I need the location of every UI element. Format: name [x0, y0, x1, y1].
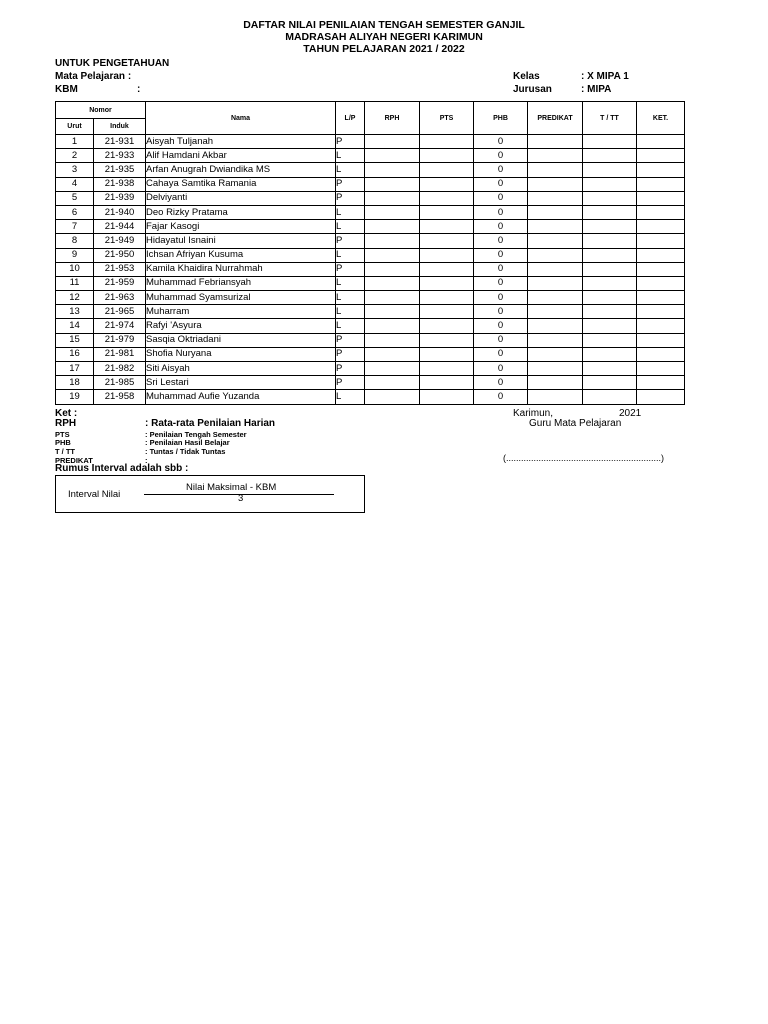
cell-lp: P: [336, 262, 365, 276]
cell-ttt: [583, 333, 637, 347]
cell-predikat: [528, 291, 583, 305]
cell-ket: [637, 248, 685, 262]
cell-nama: Cahaya Samtika Ramania: [146, 177, 336, 191]
cell-lp: P: [336, 347, 365, 361]
cell-rph: [365, 149, 420, 163]
cell-nama: Ichsan Afriyan Kusuma: [146, 248, 336, 262]
table-row: [56, 305, 685, 319]
cell-pts: [420, 291, 474, 305]
ket-pts-key: PTS: [55, 430, 70, 439]
cell-rph: [365, 319, 420, 333]
cell-urut: 9: [56, 248, 94, 262]
cell-urut: 16: [56, 347, 94, 361]
cell-ttt: [583, 248, 637, 262]
interval-label: Interval Nilai: [68, 489, 121, 500]
cell-ket: [637, 163, 685, 177]
table-row: [56, 319, 685, 333]
cell-ket: [637, 376, 685, 390]
cell-lp: L: [336, 163, 365, 177]
cell-lp: P: [336, 333, 365, 347]
cell-ttt: [583, 347, 637, 361]
cell-induk: 21-944: [94, 220, 146, 234]
cell-pts: [420, 347, 474, 361]
ket-rumus: Rumus Interval adalah sbb :: [55, 463, 189, 474]
cell-induk: 21-931: [94, 135, 146, 149]
cell-lp: P: [336, 376, 365, 390]
ket-pts-val: : Penilaian Tengah Semester: [145, 430, 247, 439]
cell-pts: [420, 220, 474, 234]
cell-induk: 21-959: [94, 276, 146, 290]
header-induk: Induk: [94, 119, 146, 135]
header-lp: L/P: [336, 102, 365, 135]
cell-ttt: [583, 163, 637, 177]
cell-nama: Rafyi 'Asyura: [146, 319, 336, 333]
header-nomor: Nomor: [56, 102, 146, 119]
cell-induk: 21-982: [94, 362, 146, 376]
cell-lp: L: [336, 291, 365, 305]
header-ttt: T / TT: [583, 102, 637, 135]
table-row: [56, 347, 685, 361]
cell-urut: 12: [56, 291, 94, 305]
cell-phb: 0: [474, 291, 528, 305]
cell-induk: 21-940: [94, 205, 146, 219]
mapel-label: Mata Pelajaran :: [55, 71, 132, 82]
jurusan-label: Jurusan: [513, 84, 552, 95]
cell-ttt: [583, 191, 637, 205]
cell-induk: 21-958: [94, 390, 146, 404]
cell-induk: 21-985: [94, 376, 146, 390]
cell-urut: 14: [56, 319, 94, 333]
cell-rph: [365, 376, 420, 390]
cell-predikat: [528, 248, 583, 262]
ket-phb-key: PHB: [55, 438, 71, 447]
table-row: [56, 333, 685, 347]
table-row: [56, 163, 685, 177]
cell-rph: [365, 220, 420, 234]
cell-urut: 15: [56, 333, 94, 347]
cell-ttt: [583, 262, 637, 276]
table-row: [56, 205, 685, 219]
cell-ket: [637, 220, 685, 234]
doc-title-line1: DAFTAR NILAI PENILAIAN TENGAH SEMESTER GANJIL: [243, 19, 525, 31]
cell-ttt: [583, 319, 637, 333]
header-rph: RPH: [365, 102, 420, 135]
cell-lp: L: [336, 149, 365, 163]
cell-phb: 0: [474, 220, 528, 234]
cell-induk: 21-939: [94, 191, 146, 205]
cell-phb: 0: [474, 319, 528, 333]
grades-table: [55, 101, 685, 405]
table-row: [56, 376, 685, 390]
cell-ket: [637, 177, 685, 191]
grades-body: [56, 135, 685, 405]
cell-pts: [420, 191, 474, 205]
cell-urut: 11: [56, 276, 94, 290]
cell-ket: [637, 149, 685, 163]
cell-predikat: [528, 135, 583, 149]
cell-lp: L: [336, 390, 365, 404]
cell-urut: 3: [56, 163, 94, 177]
cell-ttt: [583, 276, 637, 290]
cell-induk: 21-963: [94, 291, 146, 305]
cell-nama: Muhammad Febriansyah: [146, 276, 336, 290]
cell-induk: 21-938: [94, 177, 146, 191]
table-row: [56, 149, 685, 163]
cell-nama: Shofia Nuryana: [146, 347, 336, 361]
cell-ket: [637, 262, 685, 276]
sign-year: 2021: [619, 408, 642, 419]
cell-rph: [365, 333, 420, 347]
cell-induk: 21-935: [94, 163, 146, 177]
cell-urut: 1: [56, 135, 94, 149]
cell-predikat: [528, 149, 583, 163]
cell-lp: P: [336, 177, 365, 191]
table-row: [56, 135, 685, 149]
kbm-colon: :: [137, 84, 141, 95]
jurusan-value: : MIPA: [581, 84, 612, 95]
sign-role: Guru Mata Pelajaran: [529, 418, 622, 429]
cell-predikat: [528, 262, 583, 276]
cell-phb: 0: [474, 376, 528, 390]
cell-rph: [365, 177, 420, 191]
cell-phb: 0: [474, 149, 528, 163]
cell-predikat: [528, 362, 583, 376]
ket-ttt-val: : Tuntas / Tidak Tuntas: [145, 447, 226, 456]
cell-nama: Fajar Kasogi: [146, 220, 336, 234]
ket-ttt-key: T / TT: [55, 447, 75, 456]
cell-phb: 0: [474, 234, 528, 248]
cell-lp: L: [336, 305, 365, 319]
cell-pts: [420, 319, 474, 333]
cell-predikat: [528, 305, 583, 319]
cell-phb: 0: [474, 262, 528, 276]
cell-urut: 5: [56, 191, 94, 205]
doc-title-line3: TAHUN PELAJARAN 2021 / 2022: [303, 43, 465, 55]
cell-rph: [365, 291, 420, 305]
cell-lp: P: [336, 234, 365, 248]
cell-ttt: [583, 234, 637, 248]
kelas-value: : X MIPA 1: [581, 71, 629, 82]
doc-title-line2: MADRASAH ALIYAH NEGERI KARIMUN: [285, 31, 483, 43]
ket-rph-val: : Rata-rata Penilaian Harian: [145, 418, 276, 429]
cell-predikat: [528, 276, 583, 290]
cell-urut: 8: [56, 234, 94, 248]
cell-ttt: [583, 135, 637, 149]
cell-phb: 0: [474, 205, 528, 219]
formula-denominator: 3: [238, 493, 244, 504]
cell-pts: [420, 305, 474, 319]
cell-pts: [420, 234, 474, 248]
cell-predikat: [528, 220, 583, 234]
cell-nama: Muhammad Syamsurizal: [146, 291, 336, 305]
table-row: [56, 276, 685, 290]
untuk-label: UNTUK PENGETAHUAN: [55, 58, 170, 69]
cell-pts: [420, 149, 474, 163]
cell-ket: [637, 234, 685, 248]
header-urut: Urut: [56, 119, 94, 135]
ket-rph-key: RPH: [55, 418, 77, 429]
cell-pts: [420, 362, 474, 376]
cell-rph: [365, 305, 420, 319]
cell-rph: [365, 362, 420, 376]
table-row: [56, 248, 685, 262]
cell-ket: [637, 135, 685, 149]
cell-lp: L: [336, 319, 365, 333]
table-row: [56, 262, 685, 276]
cell-pts: [420, 248, 474, 262]
cell-ket: [637, 291, 685, 305]
cell-ket: [637, 362, 685, 376]
table-row: [56, 362, 685, 376]
cell-lp: P: [336, 191, 365, 205]
cell-induk: 21-965: [94, 305, 146, 319]
cell-rph: [365, 248, 420, 262]
cell-lp: L: [336, 220, 365, 234]
cell-induk: 21-974: [94, 319, 146, 333]
cell-ket: [637, 305, 685, 319]
cell-induk: 21-979: [94, 333, 146, 347]
table-row: [56, 390, 685, 404]
cell-lp: L: [336, 205, 365, 219]
table-row: [56, 220, 685, 234]
cell-nama: Aisyah Tuljanah: [146, 135, 336, 149]
cell-pts: [420, 390, 474, 404]
ket-phb-val: : Penilaian Hasil Belajar: [145, 438, 230, 447]
cell-pts: [420, 205, 474, 219]
cell-phb: 0: [474, 305, 528, 319]
interval-formula-box: [55, 475, 365, 513]
cell-induk: 21-953: [94, 262, 146, 276]
table-row: [56, 177, 685, 191]
cell-rph: [365, 163, 420, 177]
cell-urut: 19: [56, 390, 94, 404]
cell-induk: 21-950: [94, 248, 146, 262]
cell-ket: [637, 347, 685, 361]
cell-nama: Arfan Anugrah Dwiandika MS: [146, 163, 336, 177]
cell-pts: [420, 177, 474, 191]
cell-ket: [637, 390, 685, 404]
cell-phb: 0: [474, 276, 528, 290]
cell-phb: 0: [474, 362, 528, 376]
cell-urut: 7: [56, 220, 94, 234]
cell-ttt: [583, 362, 637, 376]
cell-predikat: [528, 177, 583, 191]
cell-induk: 21-933: [94, 149, 146, 163]
cell-pts: [420, 333, 474, 347]
cell-phb: 0: [474, 135, 528, 149]
cell-ket: [637, 191, 685, 205]
header-ket: KET.: [637, 102, 685, 135]
cell-urut: 6: [56, 205, 94, 219]
cell-pts: [420, 163, 474, 177]
cell-predikat: [528, 319, 583, 333]
cell-urut: 18: [56, 376, 94, 390]
header-nama: Nama: [146, 102, 336, 135]
table-row: [56, 234, 685, 248]
cell-lp: L: [336, 248, 365, 262]
cell-phb: 0: [474, 191, 528, 205]
cell-ttt: [583, 305, 637, 319]
cell-lp: L: [336, 276, 365, 290]
cell-ket: [637, 333, 685, 347]
ket-title: Ket :: [55, 408, 78, 419]
header-predikat: PREDIKAT: [528, 102, 583, 135]
cell-rph: [365, 234, 420, 248]
cell-urut: 13: [56, 305, 94, 319]
cell-nama: Kamila Khaidira Nurrahmah: [146, 262, 336, 276]
cell-ttt: [583, 390, 637, 404]
cell-nama: Deo Rizky Pratama: [146, 205, 336, 219]
cell-pts: [420, 376, 474, 390]
cell-phb: 0: [474, 390, 528, 404]
cell-ttt: [583, 177, 637, 191]
cell-nama: Delviyanti: [146, 191, 336, 205]
cell-predikat: [528, 163, 583, 177]
cell-nama: Sasqia Oktriadani: [146, 333, 336, 347]
cell-phb: 0: [474, 248, 528, 262]
cell-ttt: [583, 205, 637, 219]
cell-nama: Hidayatul Isnaini: [146, 234, 336, 248]
cell-predikat: [528, 390, 583, 404]
ket-predikat-key: PREDIKAT: [55, 456, 93, 465]
cell-rph: [365, 135, 420, 149]
cell-phb: 0: [474, 177, 528, 191]
sign-name-placeholder: (..............................................................): [503, 453, 665, 463]
header-phb: PHB: [474, 102, 528, 135]
ket-predikat-val: :: [145, 456, 148, 465]
kelas-label: Kelas: [513, 71, 540, 82]
cell-rph: [365, 347, 420, 361]
cell-rph: [365, 390, 420, 404]
cell-nama: Siti Aisyah: [146, 362, 336, 376]
cell-pts: [420, 276, 474, 290]
cell-predikat: [528, 333, 583, 347]
cell-predikat: [528, 234, 583, 248]
sign-place: Karimun,: [513, 408, 554, 419]
cell-rph: [365, 205, 420, 219]
cell-induk: 21-949: [94, 234, 146, 248]
cell-nama: Muhammad Aufie Yuzanda: [146, 390, 336, 404]
formula-numerator: Nilai Maksimal - KBM: [186, 482, 277, 493]
cell-rph: [365, 191, 420, 205]
cell-induk: 21-981: [94, 347, 146, 361]
cell-urut: 17: [56, 362, 94, 376]
cell-pts: [420, 262, 474, 276]
cell-phb: 0: [474, 163, 528, 177]
cell-urut: 10: [56, 262, 94, 276]
table-row: [56, 191, 685, 205]
cell-nama: Sri Lestari: [146, 376, 336, 390]
cell-rph: [365, 262, 420, 276]
cell-predikat: [528, 205, 583, 219]
cell-ttt: [583, 376, 637, 390]
cell-urut: 4: [56, 177, 94, 191]
cell-predikat: [528, 347, 583, 361]
cell-nama: Alif Hamdani Akbar: [146, 149, 336, 163]
cell-predikat: [528, 191, 583, 205]
cell-nama: Muharram: [146, 305, 336, 319]
cell-ttt: [583, 220, 637, 234]
cell-ket: [637, 205, 685, 219]
cell-lp: P: [336, 135, 365, 149]
cell-ket: [637, 319, 685, 333]
cell-phb: 0: [474, 347, 528, 361]
cell-ttt: [583, 291, 637, 305]
cell-rph: [365, 276, 420, 290]
cell-ket: [637, 276, 685, 290]
header-pts: PTS: [420, 102, 474, 135]
cell-ttt: [583, 149, 637, 163]
cell-lp: P: [336, 362, 365, 376]
cell-predikat: [528, 376, 583, 390]
kbm-label: KBM: [55, 84, 78, 95]
cell-urut: 2: [56, 149, 94, 163]
cell-phb: 0: [474, 333, 528, 347]
cell-pts: [420, 135, 474, 149]
table-row: [56, 291, 685, 305]
